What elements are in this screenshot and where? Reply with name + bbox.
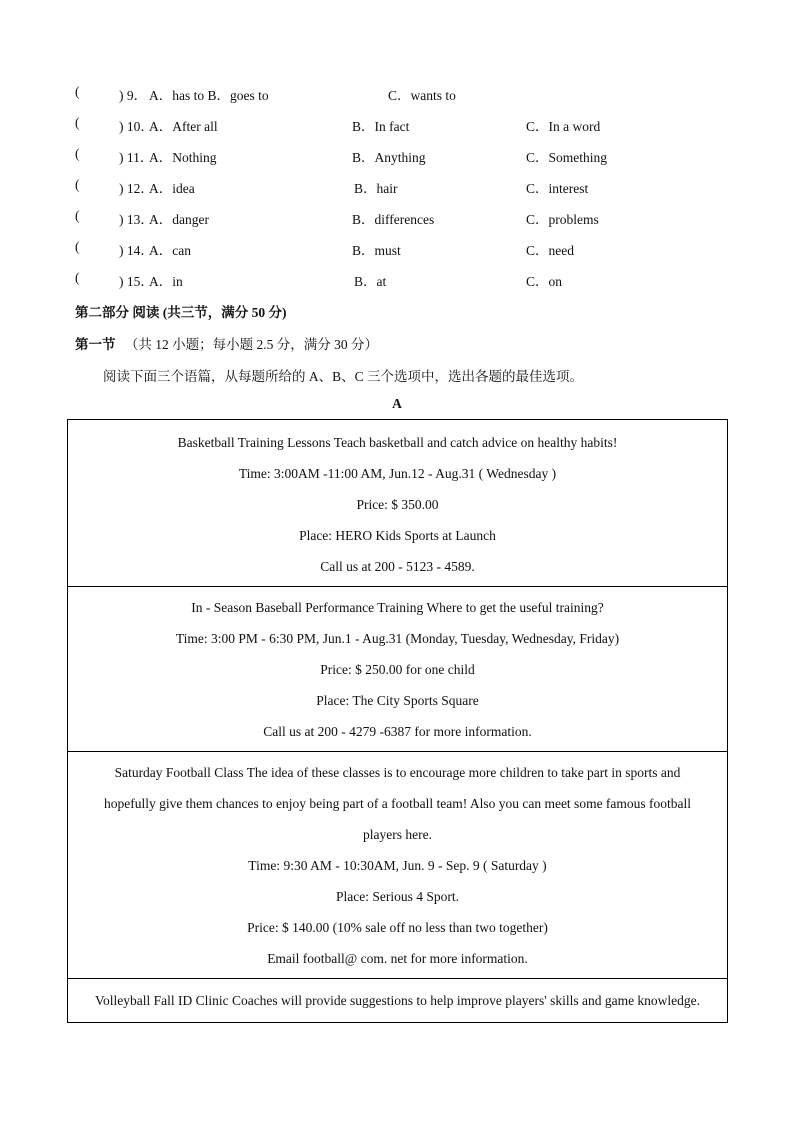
answer-paren: ( [75, 239, 80, 254]
ad-line: Call us at 200 - 5123 - 4589. [320, 559, 475, 574]
option-b: B．at [354, 274, 387, 289]
question-number: ) 10． [119, 119, 154, 134]
answer-paren: ( [75, 115, 80, 130]
ad-line: Saturday Football Class The idea of these classes is to encourage more children to take part in sports and [114, 765, 681, 780]
subsection-note: （共 12 小题；每小题 2.5 分，满分 30 分） [124, 337, 378, 352]
option-c: C．on [526, 274, 563, 289]
option-b: B．differences [352, 212, 435, 227]
ad-line: hopefully give them chances to enjoy being part of a football team! Also you can meet some famous football [103, 796, 692, 811]
answer-paren: ( [75, 84, 80, 99]
ad-line: Time: 3:00AM -11:00 AM, Jun.12 - Aug.31 ( Wednesday ) [238, 466, 557, 481]
answer-paren: ( [75, 177, 80, 192]
ad-line: Place: HERO Kids Sports at Launch [299, 528, 496, 543]
subsection-title: 第一节 [75, 337, 116, 352]
answer-paren: ( [75, 146, 80, 161]
question-number: ) 12． [119, 181, 154, 196]
question-number: ) 15． [119, 274, 154, 289]
ad-line: Price: $ 350.00 [356, 497, 439, 512]
option-a: A．After all [149, 119, 218, 134]
option-b: B．Anything [352, 150, 426, 165]
option-a: A．idea [149, 181, 195, 196]
option-a: A．Nothing [149, 150, 217, 165]
question-number: ) 9． [119, 88, 148, 103]
ad-line: Basketball Training Lessons Teach basketball and catch advice on healthy habits! [177, 435, 618, 450]
answer-paren: ( [75, 270, 80, 285]
ad-line: Time: 3:00 PM - 6:30 PM, Jun.1 - Aug.31 (Monday, Tuesday, Wednesday, Friday) [175, 631, 620, 646]
option-c: C．need [526, 243, 574, 258]
option-c: C．In a word [526, 119, 601, 134]
ad-baseball [68, 587, 727, 752]
ad-line: Place: The City Sports Square [316, 693, 479, 708]
passage-letter: A [392, 396, 402, 411]
option-c: C．interest [526, 181, 589, 196]
ad-line: Time: 9:30 AM - 10:30AM, Jun. 9 - Sep. 9 ( Saturday ) [248, 858, 547, 873]
section-subtitle [75, 333, 378, 353]
option-c: C．Something [526, 150, 608, 165]
ad-line: Place: Serious 4 Sport. [336, 889, 459, 904]
ad-basketball [68, 420, 727, 587]
option-c: C．problems [526, 212, 599, 227]
option-b: B．In fact [352, 119, 410, 134]
ad-volleyball [68, 979, 727, 1022]
option-a: A．danger [149, 212, 209, 227]
part-title: 第二部分 阅读 (共三节，满分 50 分) [75, 305, 287, 320]
instruction-text: 阅读下面三个语篇，从每题所给的 A、B、C 三个选项中，选出各题的最佳选项。 [103, 369, 584, 384]
ad-football [68, 752, 727, 979]
option-c: C．wants to [388, 88, 456, 103]
question-number: ) 13． [119, 212, 154, 227]
option-b: B．must [352, 243, 401, 258]
ad-line: Call us at 200 - 4279 -6387 for more information. [263, 724, 532, 739]
option-a: A．has to B．goes to [149, 88, 269, 103]
answer-paren: ( [75, 208, 80, 223]
ad-line: Price: $ 250.00 for one child [320, 662, 475, 677]
ad-line: Volleyball Fall ID Clinic Coaches will provide suggestions to help improve players' skills and game knowledge. [94, 993, 701, 1008]
ad-line: players here. [363, 827, 432, 842]
question-number: ) 11． [119, 150, 154, 165]
ad-line: Price: $ 140.00 (10% sale off no less than two together) [247, 920, 548, 935]
ad-line: Email football@ com. net for more information. [267, 951, 528, 966]
ad-line: In - Season Baseball Performance Training Where to get the useful training? [191, 600, 604, 615]
option-a: A．can [149, 243, 191, 258]
ads-table [67, 419, 728, 1023]
question-number: ) 14． [119, 243, 154, 258]
option-b: B．hair [354, 181, 398, 196]
option-a: A．in [149, 274, 183, 289]
